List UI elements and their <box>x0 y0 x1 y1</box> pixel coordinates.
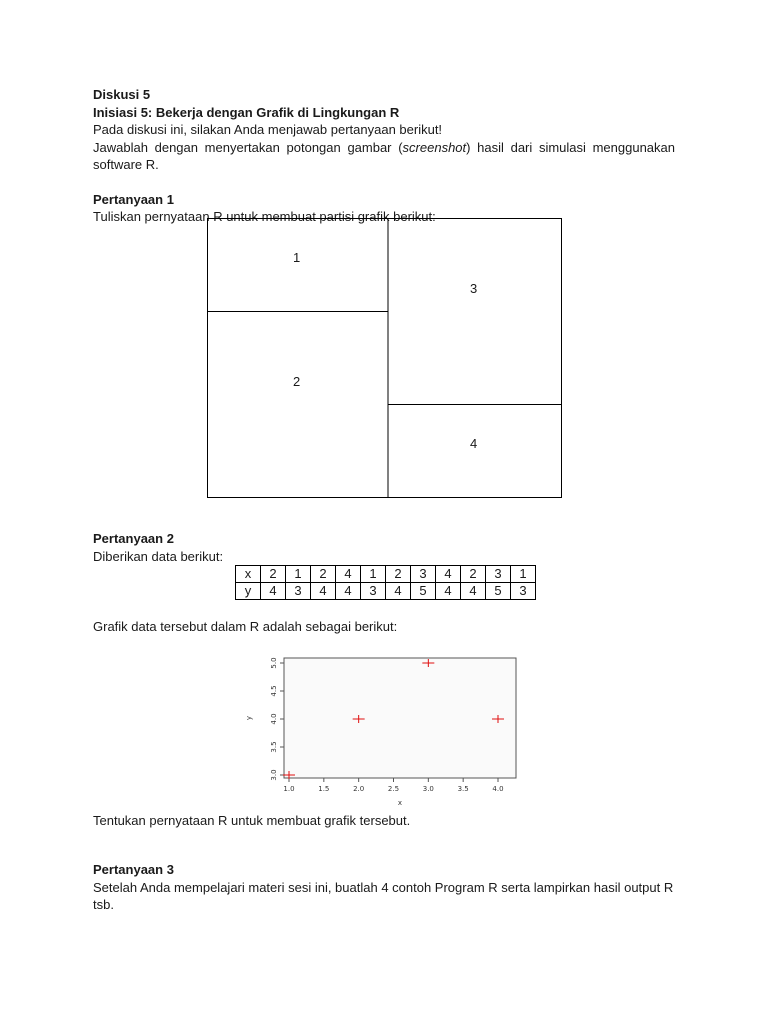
x-tick-label: 4.0 <box>492 785 504 793</box>
row-label-y: y <box>236 583 261 600</box>
document-body <box>93 86 675 226</box>
table-cell-y: 5 <box>486 583 511 600</box>
y-tick-label: 5.0 <box>270 657 278 669</box>
instruction-pre: Jawablah dengan menyertakan potongan gambar ( <box>93 139 403 155</box>
table-cell-x: 4 <box>336 566 361 583</box>
table-cell-x: 1 <box>511 566 536 583</box>
partition-lines <box>207 218 562 498</box>
y-tick-label: 4.0 <box>270 713 278 725</box>
q3-text: Setelah Anda mempelajari materi sesi ini, buatlah 4 contoh Program R serta lampirkan hasil output R tsb. <box>93 879 674 912</box>
partition-diagram <box>207 218 562 498</box>
table-cell-x: 2 <box>386 566 411 583</box>
table-row-x <box>236 566 536 583</box>
intro-text: Pada diskusi ini, silakan Anda menjawab pertanyaan berikut! <box>93 122 443 137</box>
y-tick-label: 3.0 <box>270 769 278 781</box>
q2-block <box>93 530 675 565</box>
y-tick-label: 4.5 <box>270 685 278 697</box>
table-cell-y: 5 <box>411 583 436 600</box>
q2-question: Tentukan pernyataan R untuk membuat grafik tersebut. <box>93 813 411 828</box>
table-cell-y: 3 <box>511 583 536 600</box>
table-cell-x: 2 <box>461 566 486 583</box>
partition-cell-1: 1 <box>293 250 301 265</box>
instruction-text <box>93 139 675 174</box>
q1-heading: Pertanyaan 1 <box>93 191 174 207</box>
table-cell-y: 3 <box>361 583 386 600</box>
q2-text: Diberikan data berikut: <box>93 548 224 564</box>
q3-block <box>93 861 675 914</box>
x-tick-label: 3.5 <box>457 785 469 793</box>
x-tick-label: 1.5 <box>318 785 330 793</box>
scatter-plot-svg <box>246 638 526 808</box>
y-axis-label: y <box>245 715 253 721</box>
q2-heading: Pertanyaan 2 <box>93 531 174 546</box>
x-tick-label: 3.0 <box>422 785 434 793</box>
table-cell-x: 1 <box>286 566 311 583</box>
y-tick-label: 3.5 <box>270 741 278 753</box>
table-cell-x: 4 <box>436 566 461 583</box>
doc-title: Diskusi 5 <box>93 87 151 102</box>
partition-cell-3: 3 <box>470 281 478 296</box>
table-cell-x: 3 <box>486 566 511 583</box>
x-tick-label: 2.5 <box>387 785 400 793</box>
q3-heading: Pertanyaan 3 <box>93 862 174 877</box>
instruction-post: ) hasil dari simulasi menggunakan software R. <box>93 139 675 172</box>
scatter-plot <box>246 638 526 808</box>
partition-cell-4: 4 <box>470 436 478 451</box>
table-cell-y: 4 <box>436 583 461 600</box>
table-cell-y: 4 <box>311 583 336 600</box>
table-cell-x: 3 <box>411 566 436 583</box>
partition-cell-2: 2 <box>293 374 301 389</box>
x-tick-label: 2.0 <box>353 785 365 793</box>
doc-subtitle: Inisiasi 5: Bekerja dengan Grafik di Lingkungan R <box>93 104 400 120</box>
table-row-y <box>236 583 536 600</box>
instruction-em: screenshot <box>402 139 467 155</box>
table-cell-y: 4 <box>386 583 411 600</box>
table-cell-x: 1 <box>361 566 386 583</box>
q2-graph-text: Grafik data tersebut dalam R adalah sebagai berikut: <box>93 619 398 634</box>
table-cell-x: 2 <box>311 566 336 583</box>
q1-text: Tuliskan pernyataan R untuk membuat partisi grafik berikut: <box>93 209 436 224</box>
table-cell-y: 4 <box>336 583 361 600</box>
table-cell-y: 4 <box>261 583 286 600</box>
x-axis-label: x <box>397 799 403 807</box>
data-table <box>235 565 536 600</box>
table-cell-y: 4 <box>461 583 486 600</box>
row-label-x: x <box>236 566 261 583</box>
plot-frame <box>284 658 516 778</box>
table-cell-x: 2 <box>261 566 286 583</box>
x-tick-label: 1.0 <box>283 785 295 793</box>
table-cell-y: 3 <box>286 583 311 600</box>
